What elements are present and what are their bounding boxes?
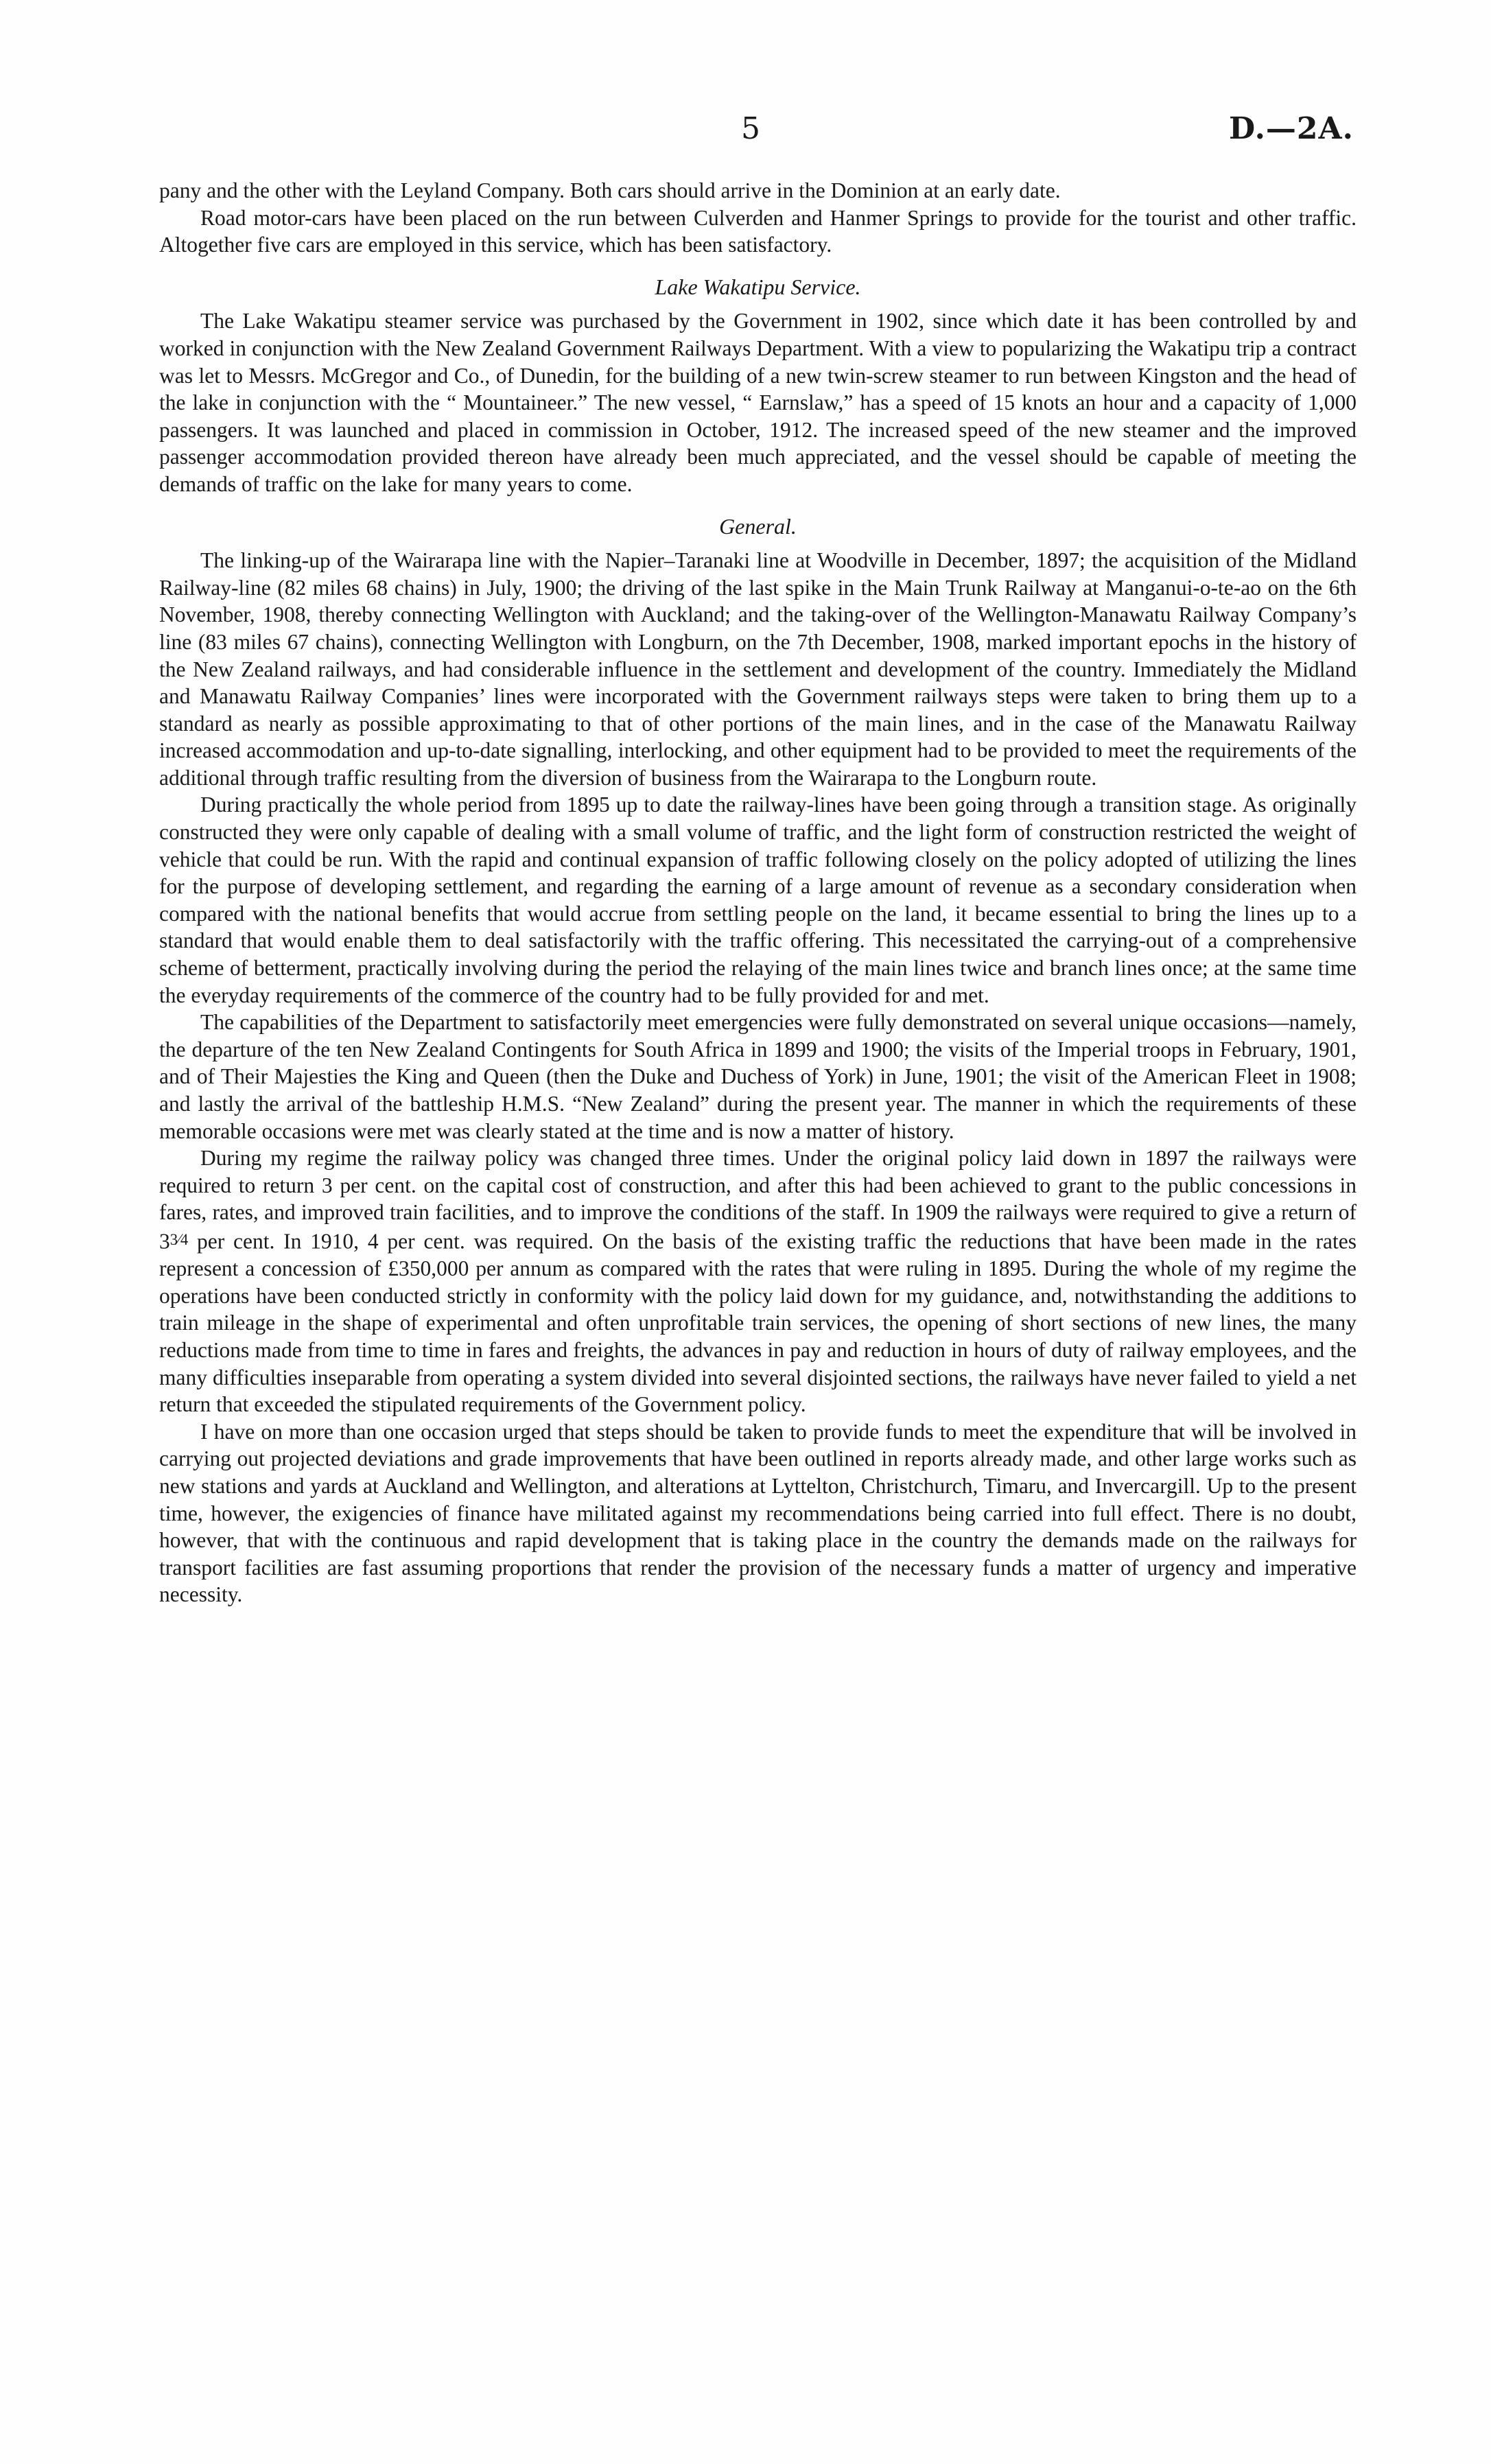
document-reference: D.—2A.: [1229, 111, 1354, 146]
policy-text-part-1: During my regime the railway policy was changed three times. Under the original policy laid down in 1897 the railways were required to return 3 per cent. on the capital cost of construction, and after this had been achieved to grant to the public concessions in fares, rates, and improved train facilities, and to improve the conditions of the staff. In 1909 the railways were required to give a return of 3: [159, 1146, 1357, 1254]
paragraph-road-motor-cars: Road motor-cars have been placed on the run between Culverden and Hanmer Springs to provide for the tourist and other traffic. Altogether five cars are employed in this service, which has been satisfactory.: [159, 205, 1357, 257]
paragraph-lake-wakatipu: The Lake Wakatipu steamer service was purchased by the Government in 1902, since which date it has been controlled by and worked in conjunction with the New Zealand Government Railways Department. With a view to popularizing the Wakatipu trip a contract was let to Messrs. McGregor and Co., of Dunedin, for the building of a new twin-screw steamer to run between Kingston and the head of the lake in conjunction with the “ Mountaineer.” The new vessel, “ Earnslaw,” has a speed of 15 knots an hour and a capacity of 1,000 passengers. It was launched and placed in commission in October, 1912. The increased speed of the new steamer and the improved passenger accommodation provided thereon have already been much appreciated, and the vessel should be capable of meeting the demands of traffic on the lake for many years to come.: [159, 309, 1357, 496]
page-header: [0, 103, 1491, 158]
paragraph-funds: I have on more than one occasion urged that steps should be taken to provide funds to meet the expenditure that will be involved in carrying out projected deviations and grade improvements that have been outlined in reports already made, and other large works such as new stations and yards at Auckland and Wellington, and alterations at Lyttelton, Christchurch, Timaru, and Invercargill. Up to the present time, however, the exigencies of finance have militated against my recommendations being carried into full effect. There is no doubt, however, that with the continuous and rapid development that is taking place in the country the demands made on the railways for transport facilities are fast assuming proportions that render the provision of the necessary funds a matter of urgency and imperative necessity.: [159, 1419, 1357, 1607]
paragraph-railway-policy: [159, 1145, 1357, 1418]
policy-text-part-2: per cent. In 1910, 4 per cent. was required. On the basis of the existing traffic the reductions that have been made in the rates represent a concession of £350,000 per annum as compared with the rates that were ruling in 1895. During the whole of my regime the operations have been conducted strictly in conformity with the policy laid down for my guidance, and, notwithstanding the additions to train mileage in the shape of experimental and often unprofitable train services, the opening of short sections of new lines, the many reductions made from time to time in fares and freights, the advances in pay and reduction in hours of duty of railway employees, and the many difficulties inseparable from operating a system divided into several disjointed sections, the railways have never failed to yield a net return that exceeded the stipulated requirements of the Government policy.: [159, 1229, 1357, 1417]
fraction-three-quarters: 3⁄4: [169, 1230, 189, 1248]
paragraph-linking-up: The linking-up of the Wairarapa line with the Napier–Taranaki line at Woodville in December, 1897; the acquisition of the Midland Railway-line (82 miles 68 chains) in July, 1900; the driving of the last spike in the Main Trunk Railway at Manganui-o-te-ao on the 6th November, 1908, thereby connecting Wellington with Auckland; and the taking-over of the Wellington-Manawatu Railway Company’s line (83 miles 67 chains), connecting Wellington with Longburn, on the 7th December, 1908, marked important epochs in the history of the New Zealand railways, and had considerable influence in the settlement and development of the country. Immediately the Midland and Manawatu Railway Companies’ lines were incorporated with the Government railways steps were taken to bring them up to a standard as nearly as possible approximating to that of other portions of the main lines, and in the case of the Manawatu Railway increased accommodation and up-to-date signalling, interlocking, and other equipment had to be provided to meet the requirements of the additional through traffic resulting from the diversion of business from the Wairarapa to the Longburn route.: [159, 548, 1357, 790]
section-heading-general: General.: [719, 513, 797, 539]
paragraph-capabilities: The capabilities of the Department to satisfactorily meet emergencies were fully demonstrated on several unique occasions—namely, the departure of the ten New Zealand Contingents for South Africa in 1899 and 1900; the visits of the Imperial troops in February, 1901, and of Their Majesties the King and Queen (then the Duke and Duchess of York) in June, 1901; the visit of the American Fleet in 1908; and lastly the arrival of the battleship H.M.S. “New Zealand” during the present year. The manner in which the requirements of these memorable occasions were met was clearly stated at the time and is now a matter of history.: [159, 1010, 1357, 1143]
continued-paragraph: pany and the other with the Leyland Company. Both cars should arrive in the Dominion at an early date.: [159, 178, 1061, 202]
section-heading-lake-wakatipu: Lake Wakatipu Service.: [655, 274, 861, 299]
paragraph-transition-stage: During practically the whole period from 1895 up to date the railway-lines have been going through a transition stage. As originally constructed they were only capable of dealing with a small volume of traffic, and the light form of construction restricted the weight of vehicle that could be run. With the rapid and continual expansion of traffic following closely on the policy adopted of utilizing the lines for the purpose of developing settlement, and regarding the earning of a large amount of revenue as a secondary consideration when compared with the national benefits that would accrue from settling people on the land, it became essential to bring the lines up to a standard that would enable them to deal satisfactorily with the traffic offering. This necessitated the carrying-out of a comprehensive scheme of betterment, practically involving during the period the relaying of the main lines twice and branch lines once; at the same time the everyday requirements of the commerce of the country had to be fully provided for and met.: [159, 793, 1357, 1007]
body-text: [159, 177, 1357, 1608]
page-number: 5: [741, 111, 760, 146]
